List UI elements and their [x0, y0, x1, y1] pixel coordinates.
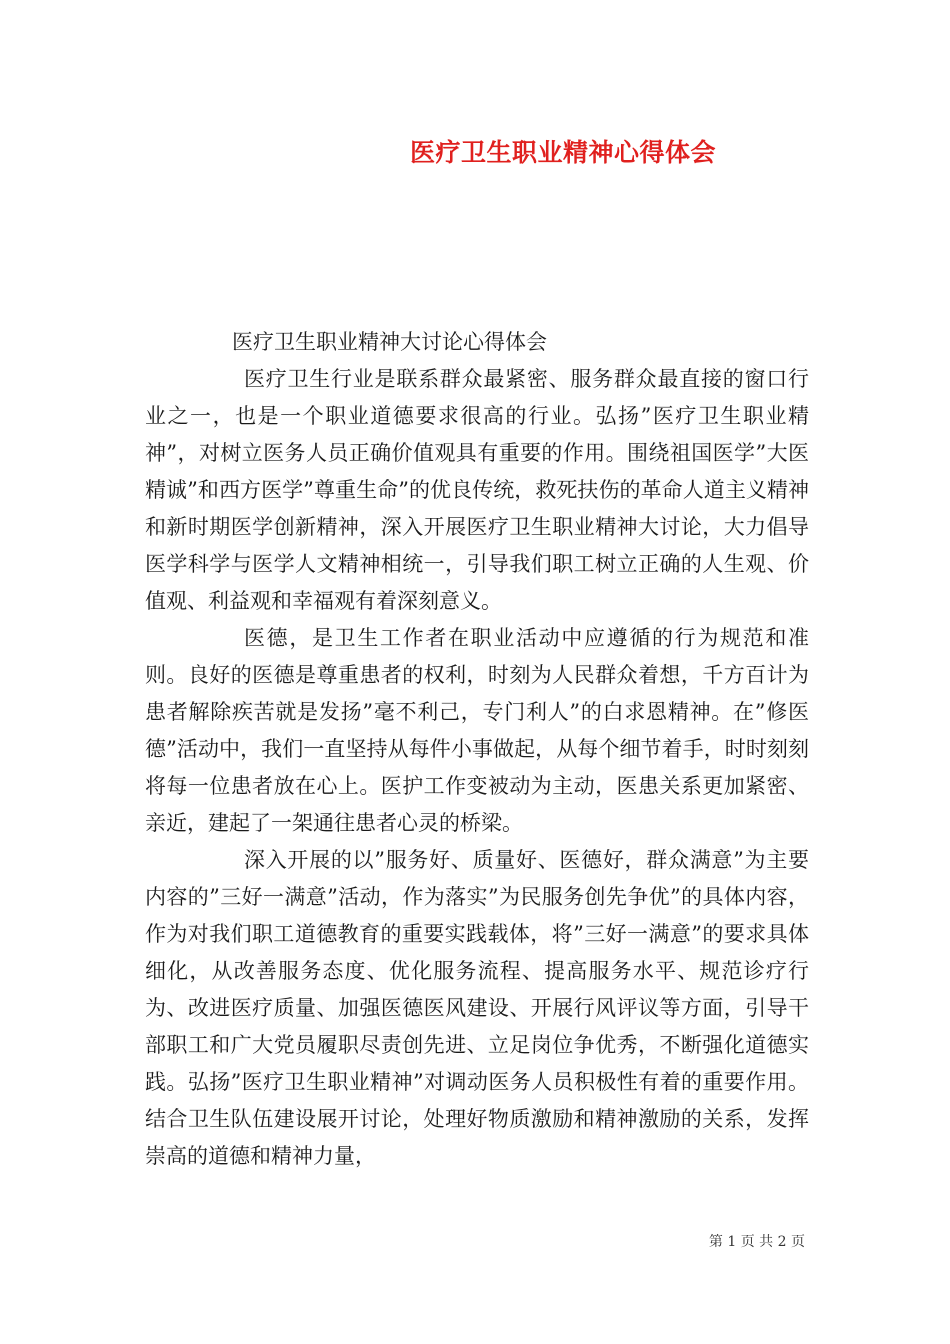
page-number-footer: 第 1 页 共 2 页: [708, 1234, 805, 1250]
paragraph-2: 医德，是卫生工作者在职业活动中应遵循的行为规范和准则。良好的医德是尊重患者的权利，时刻为人民群众着想，千方百计为患者解除疾苦就是发扬”毫不利己，专门利人”的白求恩精神。在”修医德”活动中，我们一直坚持从每件小事做起，从每个细节着手，时时刻刻将每一位患者放在心上。医护工作变被动为主动，医患关系更加紧密、亲近，建起了一架通往患者心灵的桥梁。: [145, 626, 809, 835]
document-subtitle: 医疗卫生职业精神大讨论心得体会: [232, 330, 547, 354]
paragraph-1: 医疗卫生行业是联系群众最紧密、服务群众最直接的窗口行业之一，也是一个职业道德要求很高的行业。弘扬”医疗卫生职业精神”，对树立医务人员正确价值观具有重要的作用。围绕祖国医学”大医精诚”和西方医学”尊重生命”的优良传统，救死扶伤的革命人道主义精神和新时期医学创新精神，深入开展医疗卫生职业精神大讨论，大力倡导医学科学与医学人文精神相统一，引导我们职工树立正确的人生观、价值观、利益观和幸福观有着深刻意义。: [145, 367, 809, 613]
document-title: 医疗卫生职业精神心得体会: [410, 138, 717, 167]
document-body: [145, 361, 809, 1175]
paragraph-3: 深入开展的以”服务好、质量好、医德好，群众满意”为主要内容的”三好一满意”活动，作为落实”为民服务创先争优”的具体内容，作为对我们职工道德教育的重要实践载体，将”三好一满意”的要求具体细化，从改善服务态度、优化服务流程、提高服务水平、规范诊疗行为、改进医疗质量、加强医德医风建设、开展行风评议等方面，引导干部职工和广大党员履职尽责创先进、立足岗位争优秀，不断强化道德实践。弘扬”医疗卫生职业精神”对调动医务人员积极性有着的重要作用。结合卫生队伍建设展开讨论，处理好物质激励和精神激励的关系，发挥崇高的道德和精神力量，: [145, 848, 809, 1168]
